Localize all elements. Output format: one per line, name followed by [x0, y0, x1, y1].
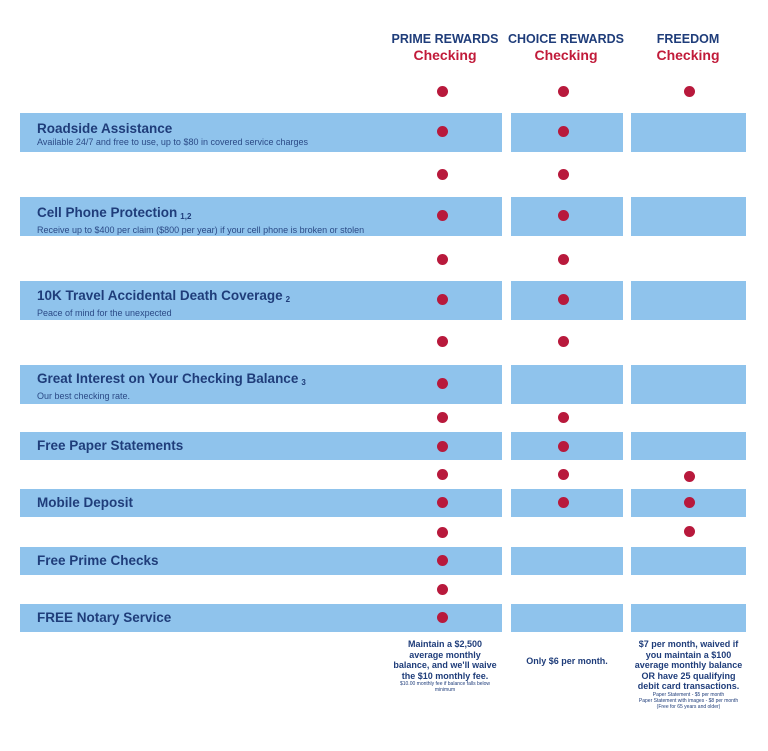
included-dot: [437, 210, 448, 221]
feature-title: Great Interest on Your Checking Balance: [37, 371, 299, 386]
fee-fine-print: Paper Statement - $5 per month: [652, 691, 725, 698]
feature-label: [37, 553, 159, 569]
feature-title: Cell Phone Protection: [37, 205, 178, 220]
footnote-ref: 3: [301, 378, 306, 387]
included-dot: [558, 126, 569, 137]
included-dot: [684, 471, 695, 482]
column-header-prime: [385, 31, 505, 63]
included-dot: [558, 469, 569, 480]
included-dot: [437, 555, 448, 566]
included-dot: [437, 584, 448, 595]
feature-label: [37, 438, 183, 454]
feature-label: [37, 288, 290, 319]
included-dot: [558, 210, 569, 221]
included-dot: [437, 527, 448, 538]
footnote-ref: 1,2: [180, 212, 192, 221]
column-subtitle: Checking: [413, 47, 477, 63]
included-dot: [558, 294, 569, 305]
row-band: [511, 604, 623, 632]
column-title: FREEDOM: [656, 32, 720, 46]
included-dot: [437, 169, 448, 180]
included-dot: [437, 336, 448, 347]
fee-fine-print: $10.00 monthly fee if balance falls below minimum: [399, 681, 491, 693]
feature-label: [37, 495, 133, 511]
included-dot: [437, 612, 448, 623]
included-dot: [558, 441, 569, 452]
feature-label: [37, 205, 364, 236]
footnote-ref: 2: [285, 295, 291, 304]
footer-note-freedom: [631, 639, 746, 710]
feature-title: 10K Travel Accidental Death Coverage: [37, 288, 283, 303]
included-dot: [558, 497, 569, 508]
fee-note: Only $6 per month.: [526, 656, 608, 666]
row-band: [631, 281, 746, 320]
fee-note: $7 per month, waived if you maintain a $100 average monthly balance OR have 25 qualifying debit card transactions.: [634, 639, 743, 691]
included-dot: [437, 378, 448, 389]
feature-subtitle: Available 24/7 and free to use, up to $80 in covered service charges: [37, 137, 309, 147]
included-dot: [437, 497, 448, 508]
feature-subtitle: Peace of mind for the unexpected: [37, 308, 172, 318]
included-dot: [684, 86, 695, 97]
row-band: [631, 197, 746, 236]
footer-note-choice: [511, 656, 623, 667]
row-band: [631, 365, 746, 404]
included-dot: [684, 526, 695, 537]
column-subtitle: Checking: [656, 47, 720, 63]
included-dot: [437, 469, 448, 480]
fee-fine-print: (Free for 65 years and older): [656, 703, 721, 710]
column-title: CHOICE REWARDS: [508, 32, 624, 46]
feature-label: [37, 121, 308, 148]
included-dot: [558, 169, 569, 180]
feature-title: Roadside Assistance: [37, 121, 173, 136]
row-band: [511, 365, 623, 404]
included-dot: [684, 497, 695, 508]
column-title: PRIME REWARDS: [391, 32, 499, 46]
column-header-freedom: [628, 31, 748, 63]
included-dot: [437, 254, 448, 265]
included-dot: [558, 254, 569, 265]
row-band: [631, 547, 746, 575]
included-dot: [437, 412, 448, 423]
feature-label: [37, 371, 306, 402]
feature-title: Free Prime Checks: [37, 553, 159, 568]
included-dot: [437, 294, 448, 305]
fee-note: Maintain a $2,500 average monthly balance, and we'll waive the $10 monthly fee.: [393, 639, 497, 681]
column-subtitle: Checking: [534, 47, 598, 63]
included-dot: [437, 441, 448, 452]
included-dot: [558, 86, 569, 97]
included-dot: [558, 336, 569, 347]
footer-note-prime: [391, 639, 499, 693]
row-band: [511, 547, 623, 575]
feature-subtitle: Receive up to $400 per claim ($800 per year) if your cell phone is broken or stolen: [37, 225, 365, 235]
feature-title: FREE Notary Service: [37, 610, 172, 625]
included-dot: [558, 412, 569, 423]
feature-title: Mobile Deposit: [37, 495, 134, 510]
feature-title: Free Paper Statements: [37, 438, 184, 453]
included-dot: [437, 86, 448, 97]
row-band: [631, 113, 746, 152]
feature-label: [37, 610, 171, 626]
column-header-choice: [506, 31, 626, 63]
row-band: [631, 604, 746, 632]
fee-fine-print: Paper Statement with images - $8 per month: [638, 697, 739, 704]
feature-subtitle: Our best checking rate.: [37, 391, 131, 401]
included-dot: [437, 126, 448, 137]
row-band: [631, 432, 746, 460]
